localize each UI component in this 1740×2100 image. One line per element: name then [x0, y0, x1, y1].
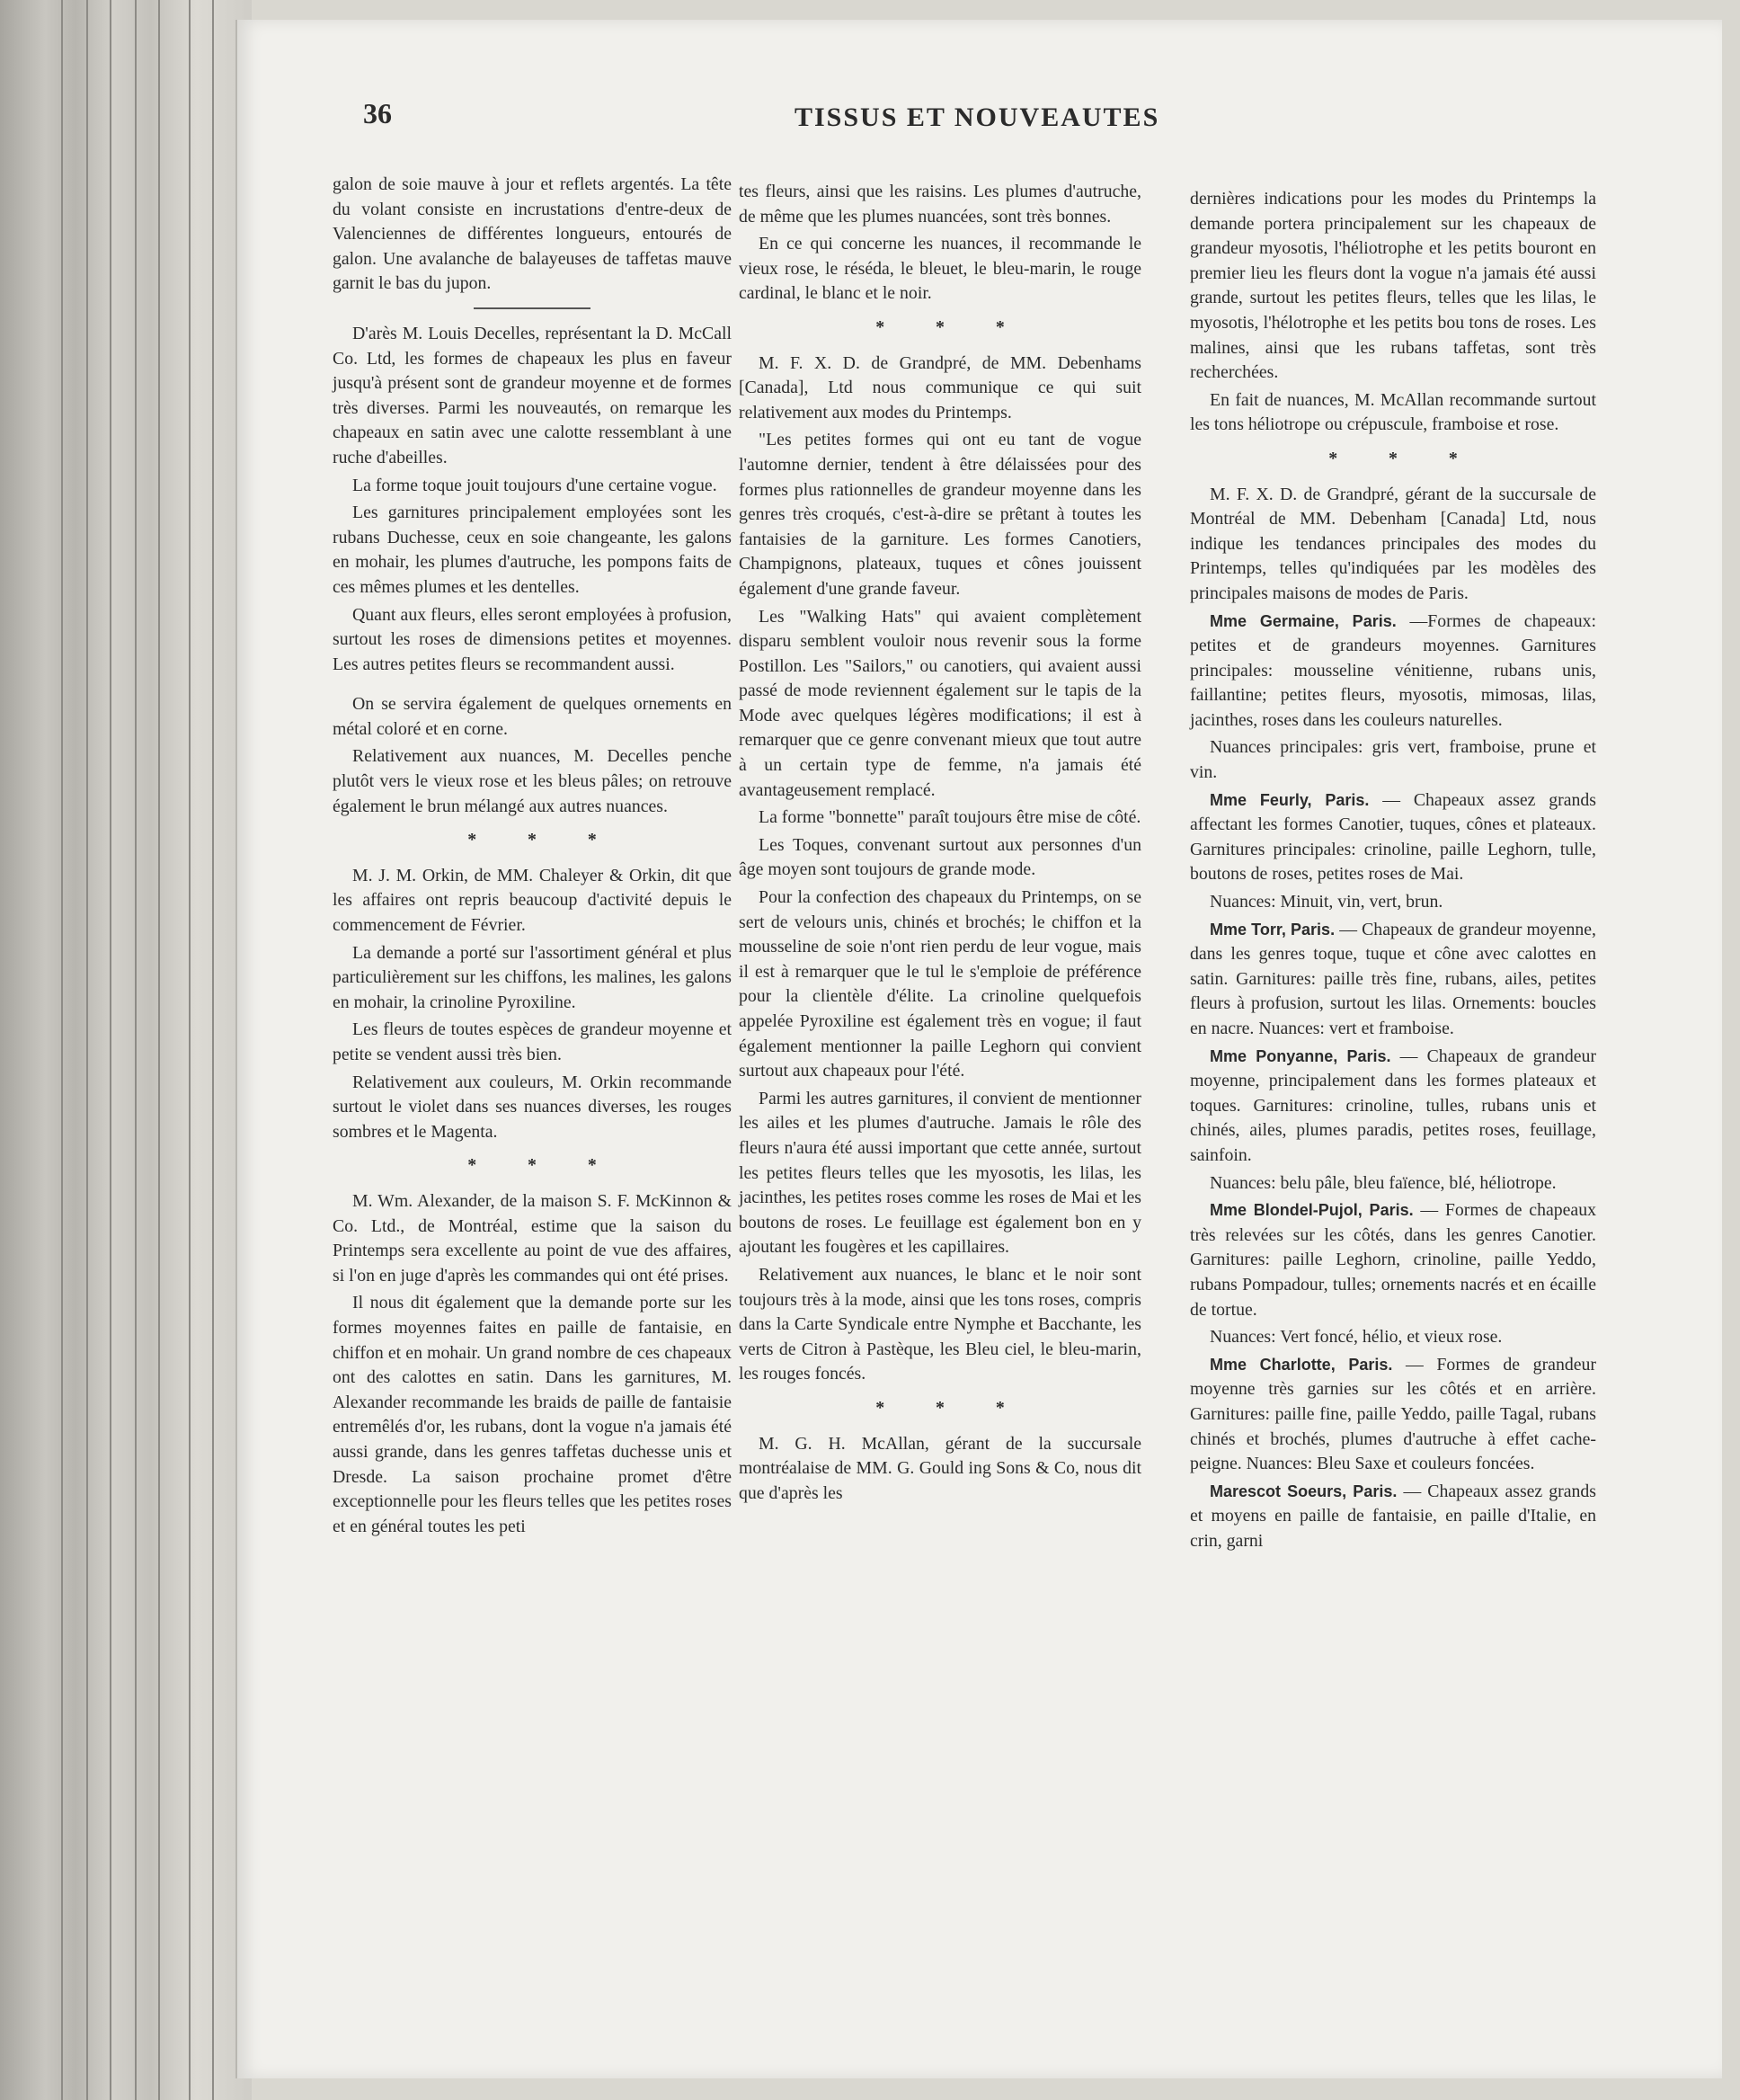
paragraph: La forme toque jouit toujours d'une certaine vogue. [352, 475, 717, 495]
milliner-entry [1190, 788, 1596, 887]
milliner-text: — Chapeaux assez grands et moyens en paille de fantaisie, en paille d'Italie, en crin, garni [1190, 1481, 1597, 1551]
milliner-name: Marescot Soeurs, Paris. [1210, 1482, 1398, 1500]
paragraph: Parmi les autres garnitures, il convient de mentionner les ailes et les plumes d'autruche. Jamais le rôle des fleurs n'aura été aussi important que cette année, surtout les petites fleurs telles que les myosotis, les lilas, les jacinthes, les petites roses comme les roses de Mai et les boutons de roses. Le feuillage est également bon en y ajoutant les fougères et les capillaires. [739, 1088, 1141, 1258]
milliner-name: Mme Feurly, Paris. [1210, 790, 1370, 809]
page-edge-line [158, 0, 160, 2100]
paragraph: Quant aux fleurs, elles seront employées à profusion, surtout les roses de dimensions petites et moyennes. Les autres petites fleurs se recommandent aussi. [333, 604, 732, 674]
milliner-name: Mme Ponyanne, Paris. [1210, 1046, 1391, 1065]
milliner-name: Mme Charlotte, Paris. [1210, 1355, 1393, 1374]
paragraph: galon de soie mauve à jour et reflets argentés. La tête du volant consiste en incrustations d'entre-deux de Valenciennes de différentes longueurs, entourés de galon. Une avalanche de balayeuses de taffetas mauve garnit le bas du jupon. [333, 174, 732, 294]
paragraph: "Les petites formes qui ont eu tant de vogue l'automne dernier, tendent à être délaissées pour des formes plus rationnelles de grandeur moyenne dans les genres très croqués, c'est-à-dire se prêtant à toutes les fantaisies de la garniture. Les formes Canotiers, Champignons, plateaux, tuques et cônes jouissent également d'une grande faveur. [739, 430, 1141, 599]
paragraph: M. F. X. D. de Grandpré, gérant de la succursale de Montréal de MM. Debenham [Canada] Ltd, nous indique les tendances principales des modes du Printemps, telles qu'indiquées par les modèles des principales maisons de modes de Paris. [1190, 484, 1596, 603]
milliner-entry [1190, 1045, 1596, 1169]
milliner-entry [1190, 1198, 1596, 1322]
paragraph: M. Wm. Alexander, de la maison S. F. McKinnon & Co. Ltd., de Montréal, estime que la saison du Printemps sera excellente au point de vue des affaires, si l'on en juge d'après les commandes qui ont été prises. [333, 1190, 732, 1286]
page-number: 36 [363, 97, 392, 129]
milliner-name: Mme Torr, Paris. [1210, 920, 1336, 939]
paragraph: dernières indications pour les modes du Printemps la demande portera principalement sur les chapeaux de grandeur myosotis, l'héliotrophe et les petits bouront en premier lieu les fleurs dont la vogue n'a jamais été aussi grande, surtout les petites fleurs, telles que les lilas, le myosotis, l'hélotrophe et les petits bou tons de roses. Les malines, ainsi que les rubans taffetas, sont très recherchées. [1190, 189, 1596, 383]
paragraph: Relativement aux couleurs, M. Orkin recommande surtout le violet dans ses nuances diverses, les rouges sombres et le Magenta. [333, 1072, 732, 1142]
paragraph: Nuances principales: gris vert, framboise, prune et vin. [1190, 737, 1596, 783]
paragraph: tes fleurs, ainsi que les raisins. Les plumes d'autruche, de même que les plumes nuancées, sont très bonnes. [739, 182, 1141, 227]
paragraph: Relativement aux nuances, le blanc et le noir sont toujours très à la mode, ainsi que les tons roses, compris dans la Carte Syndicale entre Nymphe et Bacchante, les verts de Citron à Pastèque, les Bleu ciel, le bleu-marin, les rouges foncés. [739, 1264, 1141, 1384]
paragraph: D'arès M. Louis Decelles, représentant la D. McCall Co. Ltd, les formes de chapeaux les plus en faveur jusqu'à présent sont de grandeur moyenne et de formes très diverses. Parmi les nouveautés, on remarque les chapeaux en satin avec une calotte ressemblant à une ruche d'abeilles. [333, 323, 732, 467]
page-edge-line [86, 0, 88, 2100]
paragraph: Les "Walking Hats" qui avaient complètement disparu semblent vouloir nous revenir sous la forme Postillon. Les "Sailors," ou canotiers, qui avaient aussi passé de mode reviennent également sur le tapis de la Mode avec quelques légères modifications; il est à remarquer que ce genre convenant mieux que tout autre à un certain type de femme, n'a jamais été avantageusement remplacé. [739, 606, 1141, 800]
milliner-text: —Formes de chapeaux: petites et de grandeurs moyennes. Garnitures principales: mousseline vénitienne, rubans unis, faillantine; petites fleurs, myosotis, mimosas, lilas, jacinthes, roses dans les couleurs naturelles. [1190, 610, 1596, 730]
paragraph: M. G. H. McAllan, gérant de la succursale montréalaise de MM. G. Gould ing Sons & Co, nous dit que d'après les [739, 1433, 1141, 1503]
paragraph: Relativement aux nuances, M. Decelles penche plutôt vers le vieux rose et les bleus pâles; on retrouve également le brun mélangé aux autres nuances. [333, 746, 732, 816]
milliner-text: — Chapeaux de grandeur moyenne, principalement dans les formes plateaux et toques. Garnitures: crinoline, tulles, rubans unis et chinés, ailes, plumes paradis, petites roses, feuillage, sainfoin. [1190, 1046, 1596, 1165]
paragraph: M. F. X. D. de Grandpré, de MM. Debenhams [Canada], Ltd nous communique ce qui suit relativement aux modes du Printemps. [739, 352, 1141, 423]
milliner-text: — Chapeaux de grandeur moyenne, dans les genres toque, tuque et cône avec calottes en satin. Garnitures: paille très fine, rubans, ailes, petites fleurs à profusion, surtout les lilas. Ornements: boucles en nacre. Nuances: vert et framboise. [1190, 919, 1596, 1038]
paragraph: En ce qui concerne les nuances, il recommande le vieux rose, le réséda, le bleuet, le bleu-marin, le rouge cardinal, le blanc et le noir. [739, 234, 1141, 304]
paragraph: Pour la confection des chapeaux du Printemps, on se sert de velours unis, chinés et brochés; le chiffon et la mousseline de soie n'ont rien perdu de leur vogue, mais il est à remarquer que le tul le s'emploie de préférence pour la clientèle d'élite. La crinoline quelquefois appelée Pyroxiline est également très en vogue; il faut également mentionner la paille Leghorn qui convient surtout aux chapeaux pour l'été. [739, 887, 1141, 1081]
milliner-entry [1190, 1353, 1596, 1477]
paragraph: M. J. M. Orkin, de MM. Chaleyer & Orkin, dit que les affaires ont repris beaucoup d'activité depuis le commencement de Février. [333, 865, 732, 936]
paragraph: Nuances: Minuit, vin, vert, brun. [1210, 892, 1443, 912]
text-column-2 [739, 180, 1141, 1508]
section-rule [474, 307, 590, 309]
milliner-entry [1190, 610, 1596, 734]
milliner-text: — Chapeaux assez grands affectant les formes Canotier, tuques, cônes et plateaux. Garnitures principales: crinoline, paille Leghorn, tulle, boutons de roses, petites roses de Mai. [1190, 789, 1596, 885]
section-separator: * * * [1328, 448, 1481, 468]
page-edge-line [110, 0, 111, 2100]
paragraph: Les Toques, convenant surtout aux personnes d'un âge moyen sont toujours de grande mode. [739, 834, 1141, 880]
paragraph: Il nous dit également que la demande porte sur les formes moyennes faites en paille de fantaisie, en chiffon et en mohair. Un grand nombre de ces chapeaux ont des calottes en satin. Dans les garnitures, M. Alexander recommande les braids de paille de fantaisie entremêlés d'or, les rubans, dont la vogue n'a jamais été aussi grande, dans les genres taffetas duchesse unis et Dresde. La saison prochaine promet d'être exceptionnelle pour les fleurs telles que les petites roses et en général toutes les peti [333, 1293, 732, 1536]
page-edge-line [212, 0, 214, 2100]
running-title: TISSUS ET NOUVEAUTES [795, 102, 1160, 132]
section-separator: * * * [875, 1397, 1028, 1418]
paragraph: La demande a porté sur l'assortiment général et plus particulièrement sur les chiffons, les malines, les galons en mohair, la crinoline Pyroxiline. [333, 942, 732, 1012]
page-edge-line [189, 0, 191, 2100]
spacer [333, 680, 732, 692]
text-column-3 [1190, 187, 1596, 1556]
milliner-text: — Formes de chapeaux très relevées sur les côtés, dans les genres Canotier. Garnitures: paille Leghorn, crinoline, paille Yeddo, rubans Pompadour, tulles; ornements nacrés et en écaille de tortue. [1190, 1200, 1596, 1320]
paragraph: Nuances: Vert foncé, hélio, et vieux rose. [1210, 1327, 1503, 1348]
book-page-edges [0, 0, 252, 2100]
section-separator: * * * [467, 830, 620, 850]
milliner-name: Mme Blondel-Pujol, Paris. [1210, 1201, 1414, 1220]
page-header [237, 97, 1722, 151]
paragraph: On se servira également de quelques ornements en métal coloré et en corne. [333, 694, 732, 739]
milliner-entry [1190, 918, 1596, 1042]
text-column-1 [333, 173, 732, 1542]
paragraph: La forme "bonnette" paraît toujours être mise de côté. [759, 807, 1141, 828]
page-edge-line [61, 0, 63, 2100]
milliner-name: Mme Germaine, Paris. [1210, 611, 1397, 630]
paragraph: En fait de nuances, M. McAllan recommande surtout les tons héliotrope ou crépuscule, framboise et rose. [1190, 389, 1596, 435]
milliner-entry [1190, 1480, 1596, 1554]
section-separator: * * * [467, 1155, 620, 1176]
document-page [235, 20, 1722, 2078]
milliner-text: — Formes de grandeur moyenne très garnies sur les côtés et en arrière. Garnitures: paille fine, paille Yeddo, paille Tagal, rubans chinés et brochés, plumes d'autruche à effet cache-peigne. Nuances: Bleu Saxe et couleurs foncées. [1190, 1354, 1596, 1474]
section-separator: * * * [875, 316, 1028, 337]
paragraph: Nuances: belu pâle, bleu faïence, blé, héliotrope. [1210, 1172, 1557, 1193]
page-edge-line [135, 0, 137, 2100]
paragraph: Les fleurs de toutes espèces de grandeur moyenne et petite se vendent aussi très bien. [333, 1019, 732, 1064]
paragraph: Les garnitures principalement employées sont les rubans Duchesse, ceux en soie changeante, les galons en mohair, les plumes d'autruche, les pompons faits de ces mêmes plumes et les dentelles. [333, 503, 732, 597]
